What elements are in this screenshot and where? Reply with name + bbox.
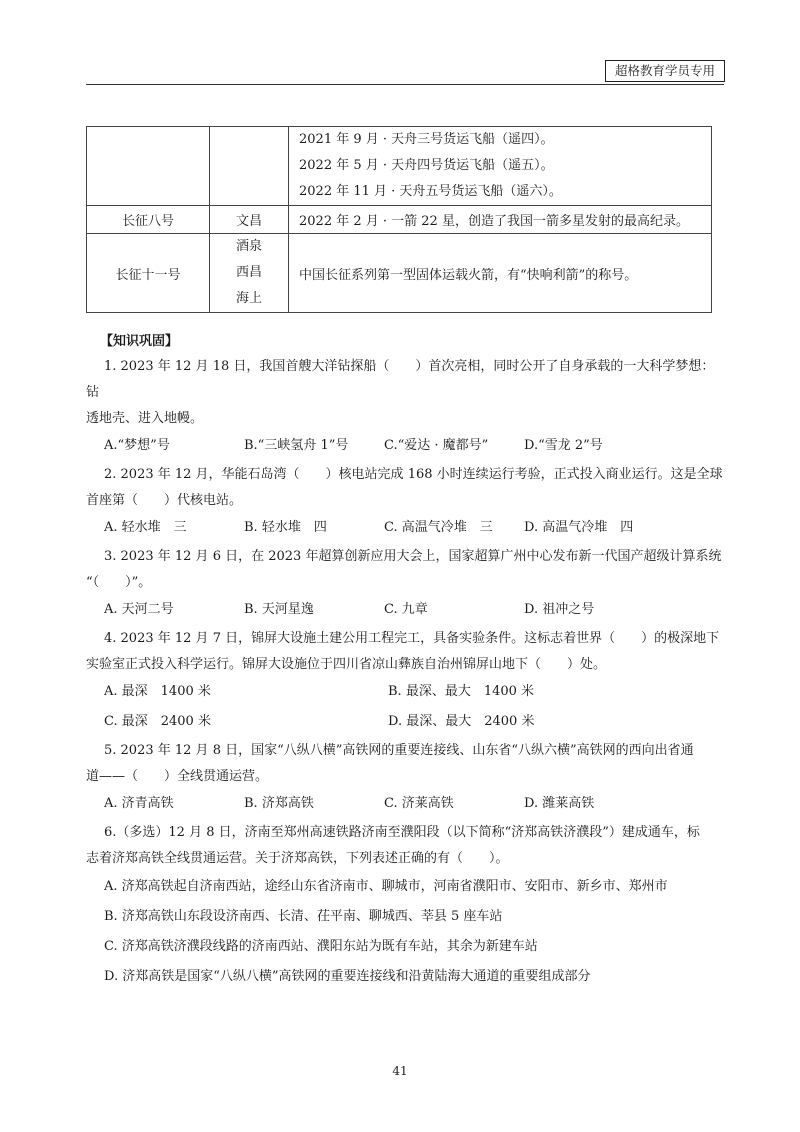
- section-title: 【知识巩固】: [100, 334, 179, 349]
- table-text: 2022 年 11 月 · 天舟五号货运飞船（遥六）。: [299, 184, 562, 199]
- page-tag: 超格教育学员专用: [605, 60, 725, 82]
- option: B. 最深、最大 1400 米: [388, 684, 535, 699]
- question-line: 道——（ ）全线贯通运营。: [86, 769, 269, 784]
- table-cell: [210, 127, 289, 206]
- question: [86, 820, 726, 992]
- option: D. 济郑高铁是国家“八纵八横”高铁网的重要连接线和沿黄陆海大通道的重要组成部分: [104, 969, 591, 984]
- table-text: 2022 年 5 月 · 天舟四号货运飞船（遥五）。: [299, 158, 554, 173]
- option-row: [104, 596, 726, 624]
- option-row: [104, 432, 726, 460]
- option: D. 祖冲之号: [524, 602, 595, 617]
- question-line: 3. 2023 年 12 月 6 日，在 2023 年超算创新应用大会上，国家超算广州中心发布新一代国产超级计算系统: [104, 549, 722, 564]
- option-row: [104, 678, 726, 706]
- question: [86, 544, 726, 624]
- option: B.“三峡氢舟 1”号: [244, 438, 349, 453]
- table-cell: [87, 127, 210, 206]
- option: C. 济莱高铁: [384, 796, 454, 811]
- option: A.“梦想”号: [104, 438, 170, 453]
- option: B. 轻水堆 四: [244, 520, 327, 535]
- question-line: 2. 2023 年 12 月，华能石岛湾（ ）核电站完成 168 小时连续运行考验，正式投入商业运行。这是全球: [104, 467, 723, 482]
- option: B. 济郑高铁山东段设济南西、长清、茌平南、聊城西、莘县 5 座车站: [104, 909, 503, 924]
- page-number: 41: [392, 1064, 408, 1078]
- question-line: 5. 2023 年 12 月 8 日，国家“八纵八横”高铁网的重要连接线、山东省“八纵六横”高铁网的西向出省通: [104, 743, 694, 758]
- table-cell-site: 文昌: [210, 206, 289, 234]
- table-cell-site: [210, 234, 289, 313]
- exercise-section: [86, 330, 726, 992]
- question-line: 4. 2023 年 12 月 7 日，锦屏大设施土建公用工程完工，具备实验条件。这标志着世界（ ）的极深地下: [104, 631, 720, 646]
- option: D. 高温气冷堆 四: [524, 520, 634, 535]
- option-row: [104, 790, 726, 818]
- option: B. 天河星逸: [244, 602, 314, 617]
- table-cell-desc: 2022 年 2 月 · 一箭 22 星，创造了我国一箭多星发射的最高纪录。: [289, 206, 712, 234]
- option: D. 最深、最大 2400 米: [388, 714, 535, 729]
- question: [86, 462, 726, 542]
- option: C. 济郑高铁济濮段线路的济南西站、濮阳东站为既有车站，其余为新建车站: [104, 939, 538, 954]
- question: [86, 354, 726, 460]
- option: D.“雪龙 2”号: [524, 438, 603, 453]
- table-cell-desc: 中国长征系列第一型固体运载火箭，有“快响利箭”的称号。: [289, 234, 712, 313]
- option: A. 济青高铁: [104, 796, 174, 811]
- table-text: 海上: [235, 291, 262, 306]
- question: [86, 738, 726, 818]
- option-row: [104, 708, 726, 736]
- table-text: 2021 年 9 月 · 天舟三号货运飞船（遥四）。: [299, 132, 554, 147]
- header-rule: [86, 84, 724, 85]
- option: C. 九章: [384, 602, 428, 617]
- option: C. 高温气冷堆 三: [384, 520, 493, 535]
- option: A. 轻水堆 三: [104, 520, 187, 535]
- table-cell-rocket: 长征八号: [87, 206, 210, 234]
- question-line: 实验室正式投入科学运行。锦屏大设施位于四川省凉山彝族自治州锦屏山地下（ ）处。: [86, 657, 607, 672]
- table-row: [87, 127, 712, 206]
- question-line: 透地壳、进入地幔。: [86, 411, 204, 426]
- table-text: 西昌: [235, 265, 262, 280]
- question-line: 首座第（ ）代核电站。: [86, 493, 243, 508]
- option: C. 最深 2400 米: [104, 714, 211, 729]
- table-row: [87, 206, 712, 234]
- option-row: [104, 514, 726, 542]
- table-cell-rocket: 长征十一号: [87, 234, 210, 313]
- question-line: “（ ）”。: [86, 575, 152, 590]
- question-line: 6.（多选）12 月 8 日，济南至郑州高速铁路济南至濮阳段（以下简称“济郑高铁济濮段”）建成通车，标: [104, 825, 700, 840]
- table-text: 酒泉: [235, 239, 262, 254]
- question-line: 1. 2023 年 12 月 18 日，我国首艘大洋钻探船（ ）首次亮相，同时公开了自身承载的一大科学梦想：钻: [86, 359, 715, 400]
- table-row: [87, 234, 712, 313]
- option: A. 济郑高铁起自济南西站，途经山东省济南市、聊城市，河南省濮阳市、安阳市、新乡市、郑州市: [104, 879, 668, 894]
- option: A. 天河二号: [104, 602, 174, 617]
- question: [86, 626, 726, 736]
- question-line: 志着济郑高铁全线贯通运营。关于济郑高铁，下列表述正确的有（ ）。: [86, 851, 509, 866]
- table-cell: [289, 127, 712, 206]
- option: B. 济郑高铁: [244, 796, 314, 811]
- rocket-table: [86, 126, 712, 313]
- option: A. 最深 1400 米: [104, 684, 211, 699]
- option: C.“爱达 · 魔都号”: [384, 438, 489, 453]
- option: D. 潍莱高铁: [524, 796, 595, 811]
